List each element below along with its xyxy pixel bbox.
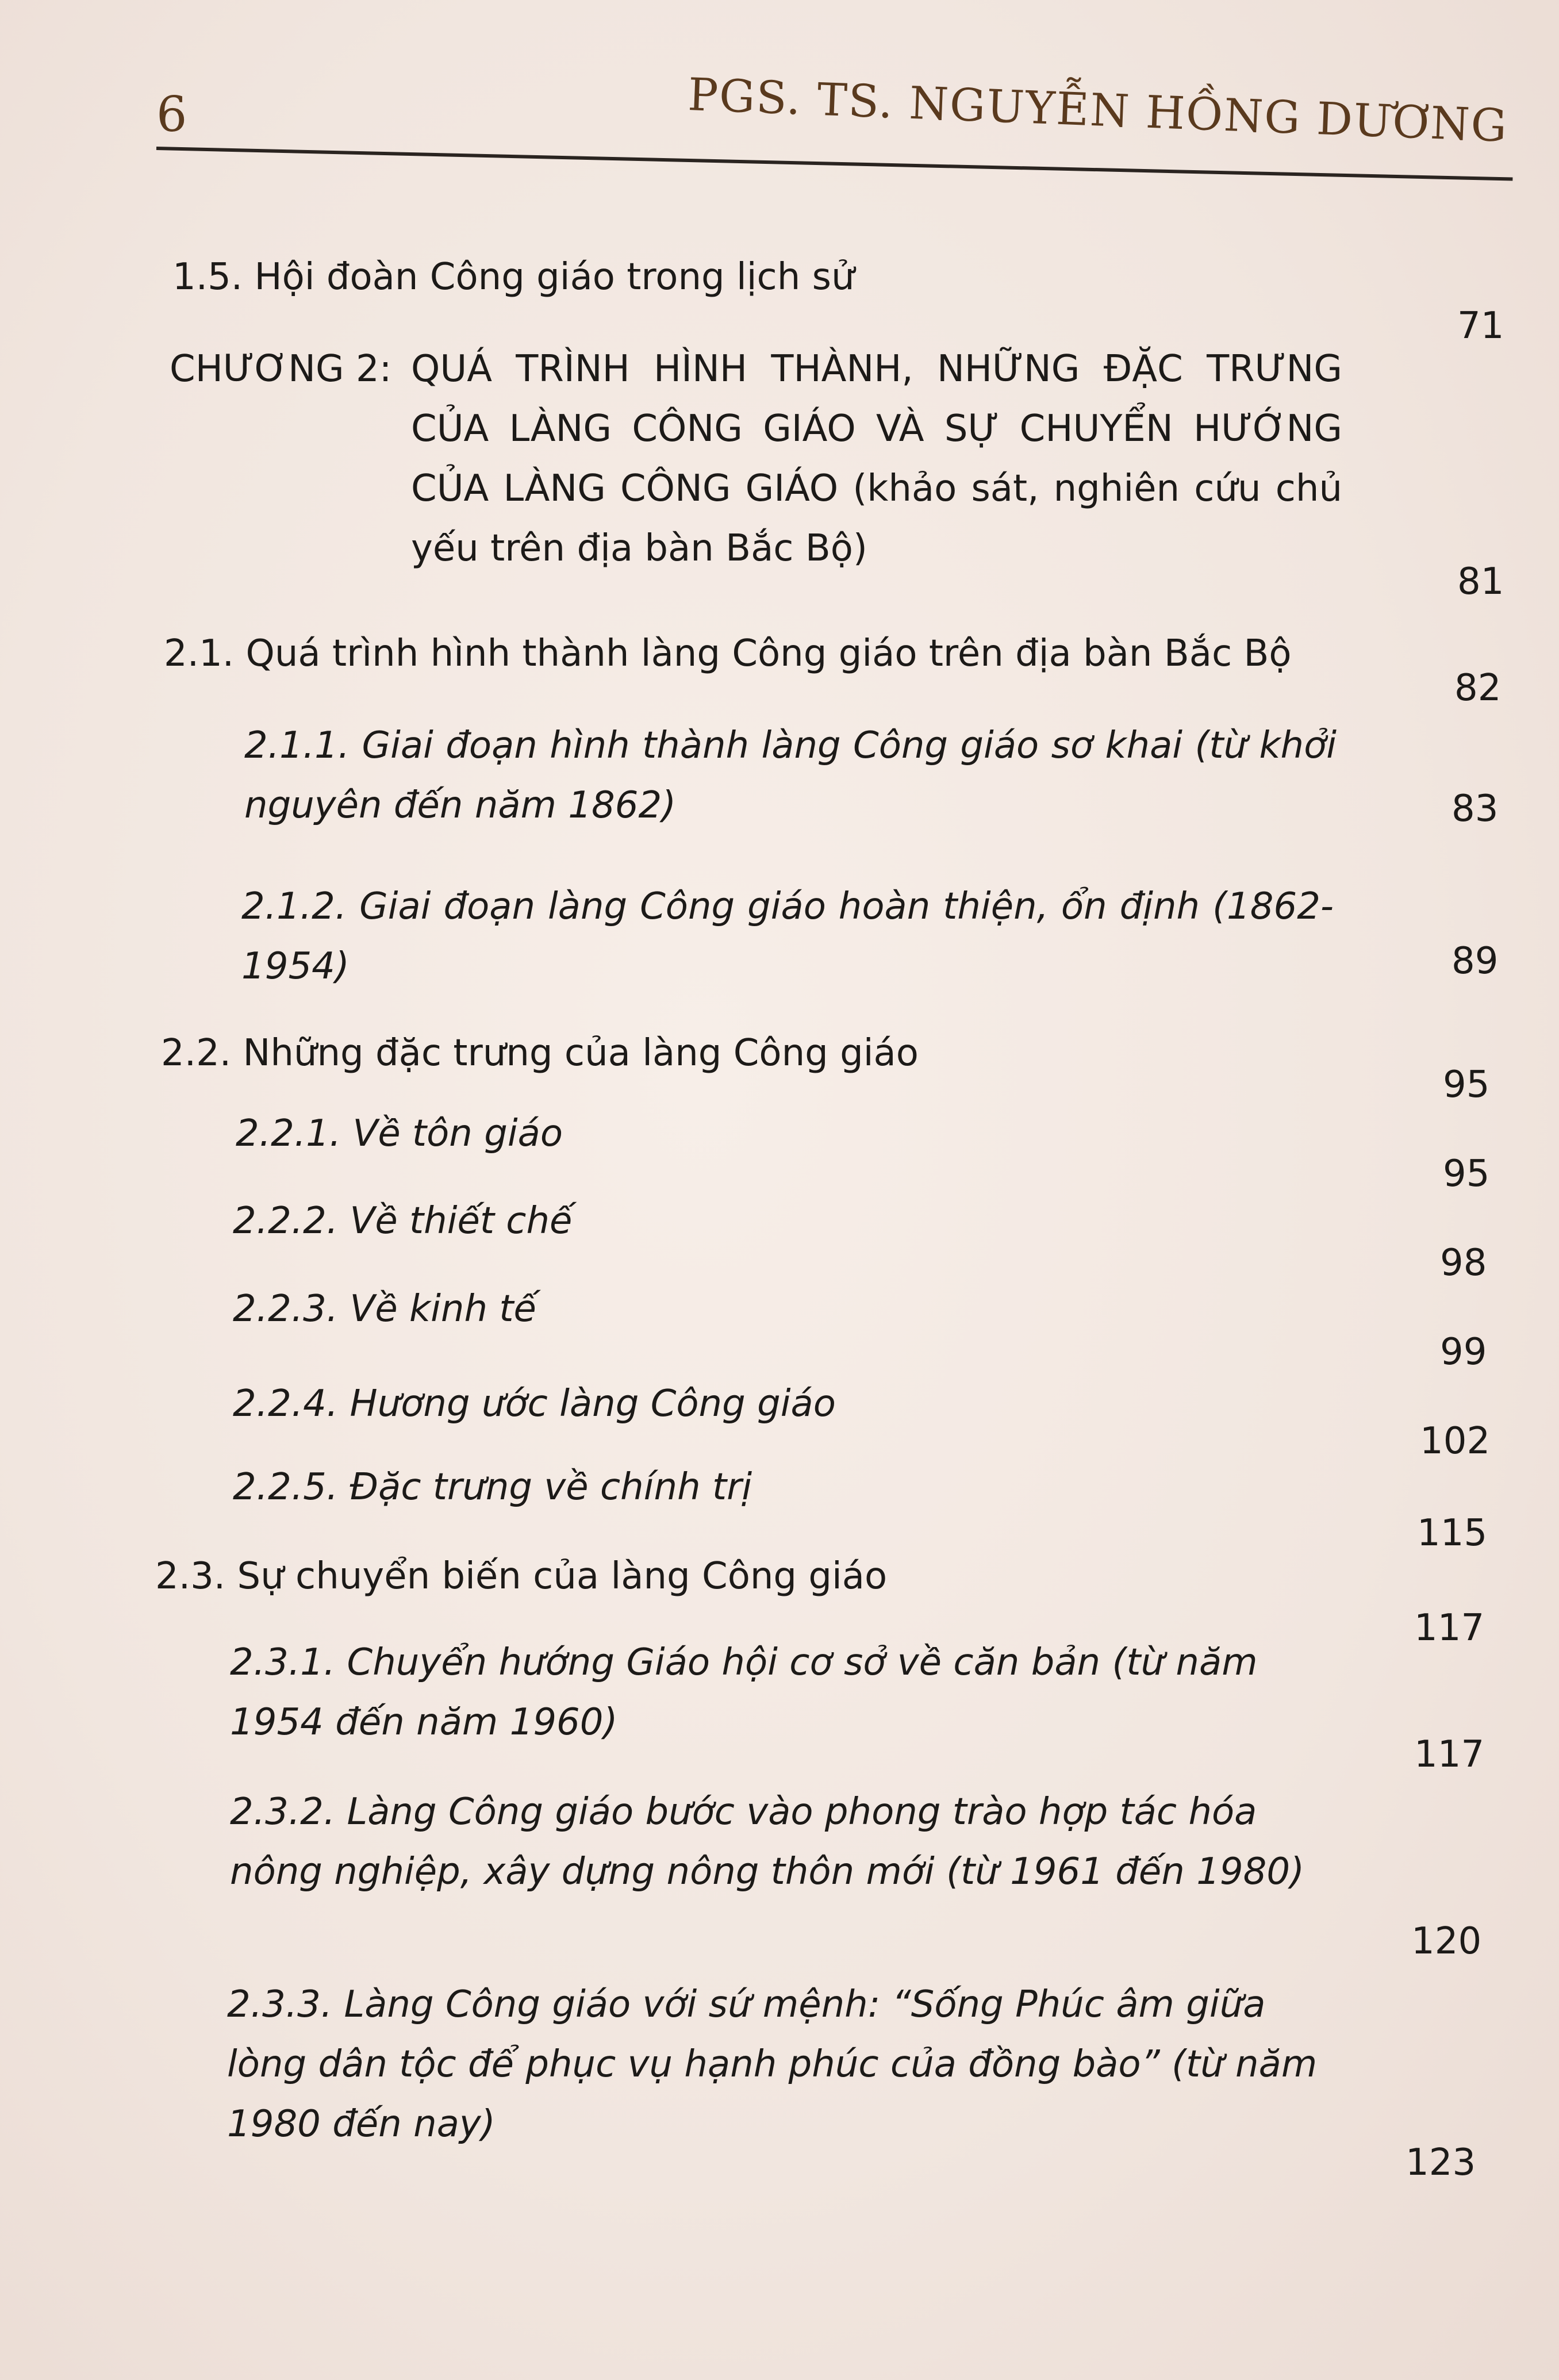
toc-entry bbox=[227, 1975, 1319, 2154]
toc-entry bbox=[161, 1023, 1368, 1083]
toc-entry bbox=[233, 1457, 1325, 1517]
toc-entry-title: 2.2. Những đặc trưng của làng Công giáo bbox=[161, 1032, 919, 1074]
chapter-label: CHƯƠNG 2: bbox=[170, 348, 392, 390]
toc-entry-title: 2.1.1. Giai đoạn hình thành làng Công giáo sơ khai (từ khởi nguyên đến năm 1862) bbox=[244, 724, 1337, 827]
toc-entry-title: 2.2.3. Về kinh tế bbox=[233, 1288, 536, 1330]
toc-entry-page: 82 bbox=[1454, 667, 1502, 709]
toc-entry-title: 1.5. Hội đoàn Công giáo trong lịch sử bbox=[172, 256, 855, 298]
toc-entry-page: 123 bbox=[1406, 2141, 1476, 2184]
toc-entry-page: 115 bbox=[1417, 1512, 1488, 1554]
toc-entry-title: 2.1. Quá trình hình thành làng Công giáo trên địa bàn Bắc Bộ bbox=[164, 632, 1292, 675]
toc-entry bbox=[164, 624, 1400, 684]
toc-entry-page: 102 bbox=[1420, 1420, 1491, 1462]
running-head: PGS. TS. NGUYỄN HỒNG DƯƠNG bbox=[686, 69, 1509, 152]
toc-entry bbox=[241, 877, 1334, 996]
toc-entry-title: 2.3. Sự chuyển biến của làng Công giáo bbox=[155, 1555, 888, 1598]
toc-entry-page: 83 bbox=[1452, 788, 1499, 830]
toc-entry bbox=[230, 1782, 1322, 1902]
toc-entry-title: 2.3.1. Chuyển hướng Giáo hội cơ sở về căn bản (từ năm 1954 đến năm 1960) bbox=[230, 1641, 1258, 1744]
toc-entry-title: 2.2.2. Về thiết chế bbox=[233, 1200, 573, 1242]
toc-entry-page: 71 bbox=[1457, 305, 1504, 347]
toc-entry bbox=[233, 1279, 1325, 1339]
page-number: 6 bbox=[156, 86, 187, 143]
toc-entry-title: 2.2.4. Hương ước làng Công giáo bbox=[233, 1383, 836, 1425]
toc-entry-title: 2.2.5. Đặc trưng về chính trị bbox=[233, 1466, 752, 1508]
toc-entry-page: 117 bbox=[1414, 1733, 1485, 1776]
toc-entry bbox=[230, 1633, 1322, 1752]
toc-entry bbox=[244, 716, 1337, 835]
toc-entry-page: 120 bbox=[1411, 1920, 1482, 1963]
toc-entry bbox=[236, 1104, 1328, 1164]
toc-entry-title: 2.3.3. Làng Công giáo với sứ mệnh: “Sống Phúc âm giữa lòng dân tộc để phục vụ hạnh phúc của đồng bào” (từ năm 1980 đến nay) bbox=[227, 1983, 1318, 2145]
toc-entry-page: 117 bbox=[1414, 1607, 1485, 1649]
toc-entry bbox=[233, 1191, 1325, 1251]
toc-entry bbox=[155, 1546, 1362, 1606]
toc-entry-title: 2.2.1. Về tôn giáo bbox=[236, 1112, 563, 1155]
toc-entry-page: 98 bbox=[1440, 1242, 1487, 1284]
toc-entry-page: 95 bbox=[1443, 1064, 1490, 1106]
toc-entry-title: 2.1.2. Giai đoạn làng Công giáo hoàn thiện, ổn định (1862-1954) bbox=[241, 885, 1334, 988]
toc-entry-title: 2.3.2. Làng Công giáo bước vào phong trào hợp tác hóa nông nghiệp, xây dựng nông thôn mới (từ 1961 đến 1980) bbox=[230, 1791, 1305, 1893]
toc-entry-page: 89 bbox=[1452, 940, 1499, 982]
toc-entry-page: 81 bbox=[1457, 561, 1504, 603]
toc-entry-page: 95 bbox=[1443, 1153, 1490, 1195]
toc-entry bbox=[233, 1374, 1325, 1434]
toc-entry bbox=[411, 339, 1342, 578]
toc-entry-title: QUÁ TRÌNH HÌNH THÀNH, NHỮNG ĐẶC TRƯNG CỦA LÀNG CÔNG GIÁO VÀ SỰ CHUYỂN HƯỚNG CỦA LÀNG CÔNG GIÁO (khảo sát, nghiên cứu chủ yếu trên địa bàn Bắc Bộ) bbox=[411, 348, 1342, 570]
toc-entry bbox=[172, 247, 1322, 307]
toc-entry-page: 99 bbox=[1440, 1331, 1487, 1373]
